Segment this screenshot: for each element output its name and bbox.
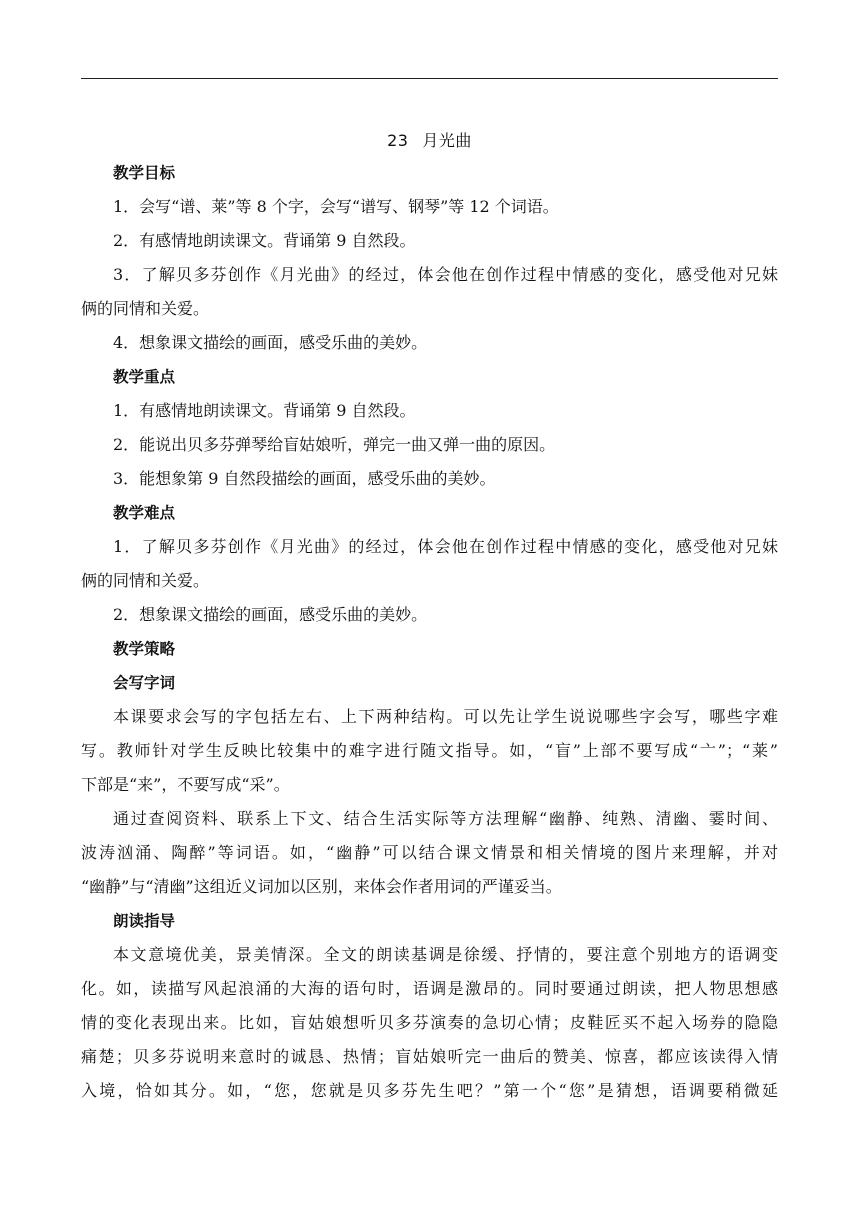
body-line: 情的变化表现出来。比如，盲姑娘想听贝多芬演奏的急切心情；皮鞋匠买不起入场券的隐隐 xyxy=(81,1013,778,1032)
body-line: 通过查阅资料、联系上下文、结合生活实际等方法理解“幽静、纯熟、清幽、霎时间、 xyxy=(113,809,778,828)
body-line: 化。如，读描写风起浪涌的大海的语句时，语调是激昂的。同时要通过朗读，把人物思想感 xyxy=(81,979,778,998)
body-line: 俩的同情和关爱。 xyxy=(81,571,210,590)
body-line: 俩的同情和关爱。 xyxy=(81,299,210,318)
body-line: 本文意境优美，景美情深。全文的朗读基调是徐缓、抒情的，要注意个别地方的语调变 xyxy=(113,945,778,964)
lesson-title xyxy=(81,126,778,156)
body-line: 本课要求会写的字包括左右、上下两种结构。可以先让学生说说哪些字会写，哪些字难 xyxy=(113,707,778,726)
header-rule xyxy=(81,78,778,79)
body-line: 4．想象课文描绘的画面，感受乐曲的美妙。 xyxy=(113,333,428,352)
lesson-title-text: 月光曲 xyxy=(422,131,472,150)
body-line: 写。教师针对学生反映比较集中的难字进行随文指导。如，“盲”上部不要写成“亠”；“莱” xyxy=(81,741,778,760)
body-line: 1．了解贝多芬创作《月光曲》的经过，体会他在创作过程中情感的变化，感受他对兄妹 xyxy=(113,537,778,556)
body-line: 3．能想象第 9 自然段描绘的画面，感受乐曲的美妙。 xyxy=(113,469,496,488)
body-line: 2．有感情地朗读课文。背诵第 9 自然段。 xyxy=(113,231,416,250)
document-body xyxy=(81,126,778,1108)
lesson-number: 23 xyxy=(387,131,409,150)
body-line: 波涛汹涌、陶醉”等词语。如，“幽静”可以结合课文情景和相关情境的图片来理解，并对 xyxy=(81,843,778,862)
section-heading: 会写字词 xyxy=(113,674,176,692)
body-line: “幽静”与“清幽”这组近义词加以区别，来体会作者用词的严谨妥当。 xyxy=(81,877,562,896)
body-line: 1．会写“谱、莱”等 8 个字，会写“谱写、钢琴”等 12 个词语。 xyxy=(113,197,559,216)
section-heading: 教学目标 xyxy=(113,164,176,182)
body-line: 3．了解贝多芬创作《月光曲》的经过，体会他在创作过程中情感的变化，感受他对兄妹 xyxy=(113,265,778,284)
section-heading: 朗读指导 xyxy=(113,912,176,930)
section-heading: 教学难点 xyxy=(113,504,176,522)
body-line: 2．想象课文描绘的画面，感受乐曲的美妙。 xyxy=(113,605,428,624)
body-line: 入境，恰如其分。如，“您，您就是贝多芬先生吧？”第一个“您”是猜想，语调要稍微延 xyxy=(81,1081,778,1100)
body-line: 1．有感情地朗读课文。背诵第 9 自然段。 xyxy=(113,401,416,420)
section-heading: 教学重点 xyxy=(113,368,176,386)
body-line: 2．能说出贝多芬弹琴给盲姑娘听，弹完一曲又弹一曲的原因。 xyxy=(113,435,556,454)
body-line: 痛楚；贝多芬说明来意时的诚恳、热情；盲姑娘听完一曲后的赞美、惊喜，都应该读得入情 xyxy=(81,1047,778,1066)
body-line: 下部是“来”，不要写成“采”。 xyxy=(81,775,290,794)
section-heading: 教学策略 xyxy=(113,640,176,658)
